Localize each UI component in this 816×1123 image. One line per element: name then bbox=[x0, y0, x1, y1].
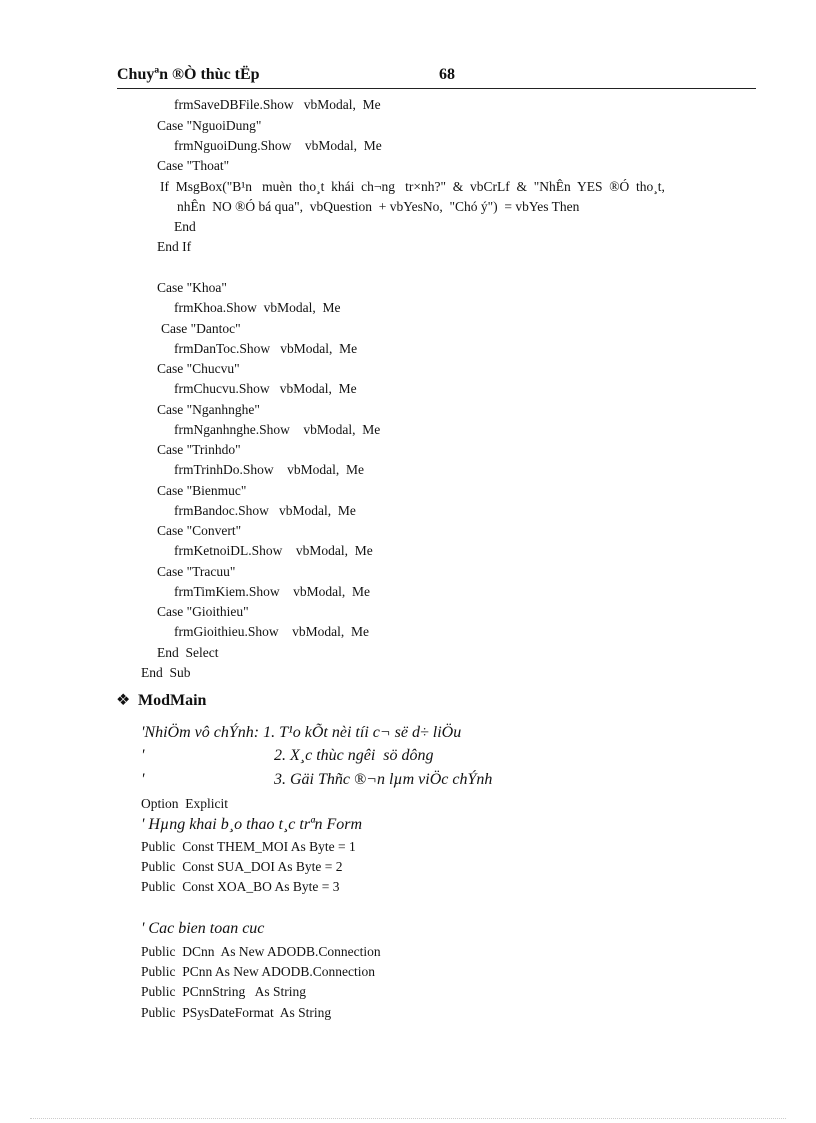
code-line: frmNganhnghe.Show vbModal, Me bbox=[174, 422, 381, 437]
code-line: End Select bbox=[157, 645, 219, 660]
code-line: frmNguoiDung.Show vbModal, Me bbox=[174, 138, 382, 153]
code-line: Case "Convert" bbox=[157, 523, 242, 538]
comment-line: ' Cac bien toan cuc bbox=[141, 920, 265, 937]
comment-line: ' Hµng khai b¸o thao t¸c trªn Form bbox=[141, 816, 363, 833]
code-line: Case "Chucvu" bbox=[157, 361, 240, 376]
page-header bbox=[117, 66, 756, 89]
code-line: Case "Dantoc" bbox=[161, 321, 241, 336]
code-line: If MsgBox("B¹n muèn tho¸t khái ch¬ng tr×nh?" & vbCrLf & "NhÊn YES ®Ó tho¸t, bbox=[160, 179, 665, 194]
code-line: frmTimKiem.Show vbModal, Me bbox=[174, 584, 371, 599]
code-line: frmSaveDBFile.Show vbModal, Me bbox=[174, 97, 381, 112]
code-line: frmChucvu.Show vbModal, Me bbox=[174, 381, 357, 396]
code-line: frmGioithieu.Show vbModal, Me bbox=[174, 624, 369, 639]
page-number: 68 bbox=[439, 66, 455, 83]
code-line: frmKetnoiDL.Show vbModal, Me bbox=[174, 543, 373, 558]
section-title: ModMain bbox=[138, 692, 207, 709]
section-heading bbox=[116, 690, 206, 710]
constant-line: Public Const XOA_BO As Byte = 3 bbox=[141, 879, 340, 894]
code-line: Case "Tracuu" bbox=[157, 564, 236, 579]
global-line: Public PCnn As New ADODB.Connection bbox=[141, 964, 376, 979]
comment-line: 'NhiÖm vô chÝnh: 1. T¹o kÕt nèi tíi c¬ së d÷ liÖu bbox=[141, 724, 462, 741]
header-title: Chuyªn ®Ò thùc tËp bbox=[117, 66, 260, 83]
code-line: Case "Bienmuc" bbox=[157, 483, 247, 498]
global-line: Public PCnnString As String bbox=[141, 984, 307, 999]
option-explicit-line: Option Explicit bbox=[141, 796, 228, 811]
code-line: nhÊn NO ®Ó bá qua", vbQuestion + vbYesNo, "Chó ý") = vbYes Then bbox=[177, 199, 580, 214]
comment-line: ' bbox=[141, 771, 145, 788]
code-line: Case "Trinhdo" bbox=[157, 442, 241, 457]
code-line: End If bbox=[157, 239, 192, 254]
constant-line: Public Const THEM_MOI As Byte = 1 bbox=[141, 839, 356, 854]
code-line: Case "Gioithieu" bbox=[157, 604, 249, 619]
global-line: Public PSysDateFormat As String bbox=[141, 1005, 332, 1020]
code-line: frmBandoc.Show vbModal, Me bbox=[174, 503, 356, 518]
constant-line: Public Const SUA_DOI As Byte = 2 bbox=[141, 859, 343, 874]
footer-divider bbox=[30, 1118, 786, 1119]
code-line: frmKhoa.Show vbModal, Me bbox=[174, 300, 341, 315]
global-line: Public DCnn As New ADODB.Connection bbox=[141, 944, 381, 959]
code-line: Case "NguoiDung" bbox=[157, 118, 262, 133]
code-line: Case "Thoat" bbox=[157, 158, 230, 173]
code-line: Case "Khoa" bbox=[157, 280, 227, 295]
code-line: frmDanToc.Show vbModal, Me bbox=[174, 341, 358, 356]
code-line: Case "Nganhnghe" bbox=[157, 402, 260, 417]
comment-line: 2. X¸c thùc ngêi sö dông bbox=[274, 747, 434, 764]
comment-line: 3. Gäi Thñc ®¬n lµm viÖc chÝnh bbox=[274, 771, 493, 788]
code-line: End Sub bbox=[141, 665, 191, 680]
code-line: End bbox=[174, 219, 196, 234]
comment-line: ' bbox=[141, 747, 145, 764]
code-line: frmTrinhDo.Show vbModal, Me bbox=[174, 462, 365, 477]
diamond-bullet-icon: ❖ bbox=[116, 692, 131, 709]
